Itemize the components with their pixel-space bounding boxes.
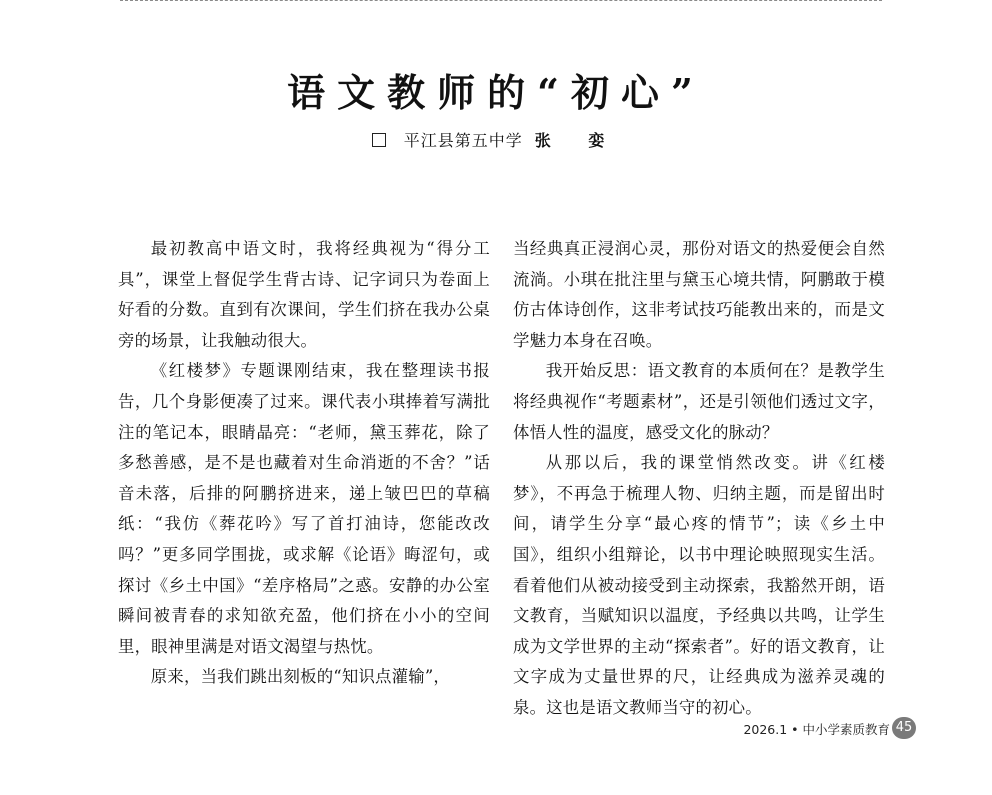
square-icon	[372, 133, 386, 147]
left-column	[118, 234, 490, 693]
byline	[0, 128, 992, 151]
paragraph: 从那以后，我的课堂悄然改变。讲《红楼梦》，不再急于梳理人物、归纳主题，而是留出时间，请学生分享“最心疼的情节”；读《乡土中国》，组织小组辩论，以书中理论映照现实生活。看着他们从被动接受到主动探索，我豁然开朗，语文教育，当赋知识以温度，予经典以共鸣，让学生成为文学世界的主动“探索者”。好的语文教育，让文字成为丈量世界的尺，让经典成为滋养灵魂的泉。这也是语文教师当守的初心。	[513, 453, 885, 717]
paragraph: 最初教高中语文时，我将经典视为“得分工具”，课堂上督促学生背古诗、记字词只为卷面上好看的分数。直到有次课间，学生们挤在我办公桌旁的场景，让我触动很大。	[118, 239, 490, 350]
page-footer	[680, 715, 920, 741]
paragraph: 当经典真正浸润心灵，那份对语文的热爱便会自然流淌。小琪在批注里与黛玉心境共情，阿鹏敢于模仿古体诗创作，这非考试技巧能教出来的，而是文学魅力本身在召唤。	[513, 239, 885, 350]
author-school: 平江县第五中学	[403, 131, 523, 150]
author-name: 张 娈	[534, 131, 621, 150]
paragraph: 《红楼梦》专题课刚结束，我在整理读书报告，几个身影便凑了过来。课代表小琪捧着写满批注的笔记本，眼睛晶亮：“老师，黛玉葬花，除了多愁善感，是不是也藏着对生命消逝的不舍？”话音未落，后排的阿鹏挤进来，递上皱巴巴的草稿纸：“我仿《葬花吟》写了首打油诗，您能改改吗？”更多同学围拢，或求解《论语》晦涩句，或探讨《乡土中国》“差序格局”之惑。安静的办公室瞬间被青春的求知欲充盈，他们挤在小小的空间里，眼神里满是对语文渴望与热忱。	[118, 361, 490, 656]
paragraph: 原来，当我们跳出刻板的“知识点灌输”，	[150, 667, 450, 687]
paragraph: 我开始反思：语文教育的本质何在？是教学生将经典视作“考题素材”，还是引领他们透过文字，体悟人性的温度，感受文化的脉动？	[513, 361, 885, 442]
issue-label: 2026.1 • 中小学素质教育	[743, 722, 890, 737]
right-column	[513, 234, 885, 724]
page-number-badge: 45	[892, 717, 916, 739]
article-title: 语文教师的“初心”	[287, 70, 705, 115]
top-dashed-rule	[120, 0, 882, 1]
